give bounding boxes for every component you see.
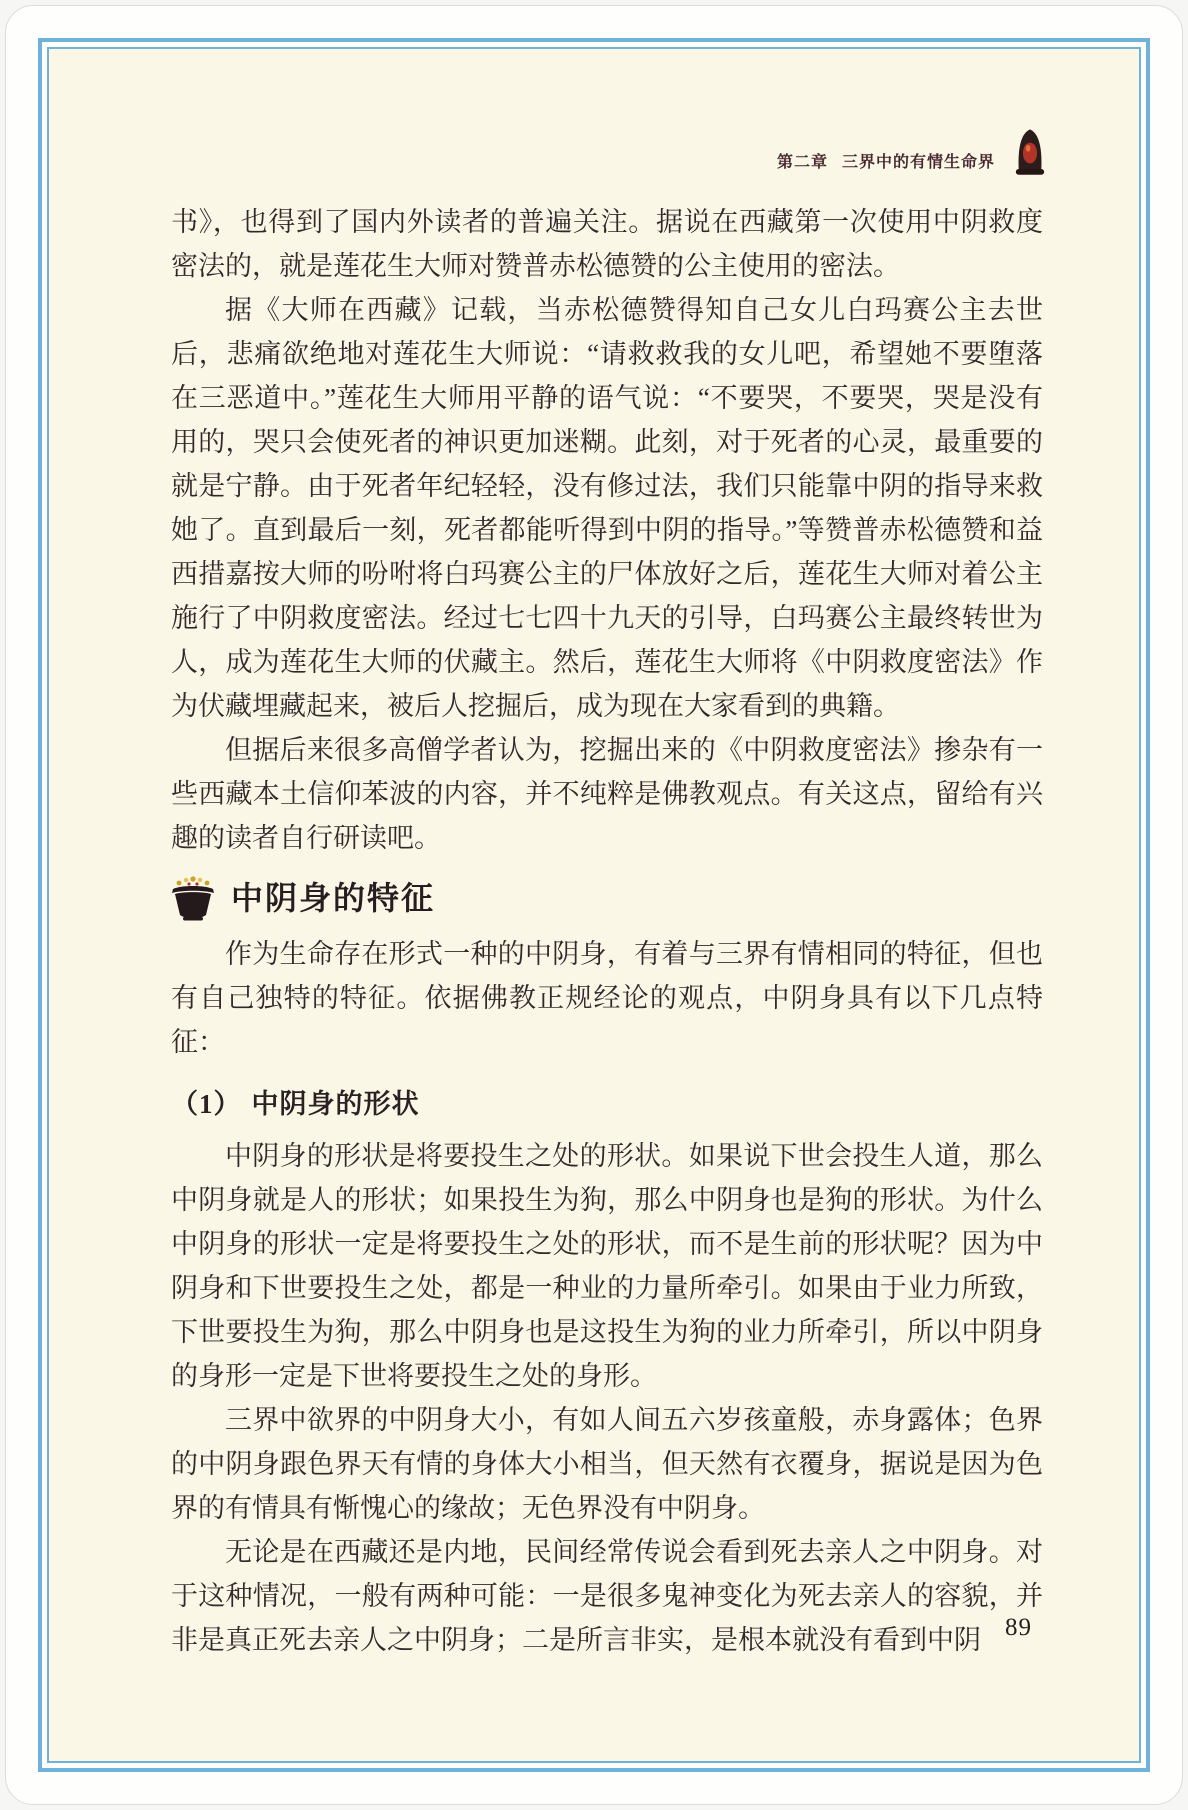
paragraph-intro: 作为生命存在形式一种的中阴身，有着与三界有情相同的特征，但也有自己独特的特征。依据佛教正规经论的观点，中阴身具有以下几点特征： [171,939,1043,1057]
running-head [777,124,1047,182]
chapter-title: 三界中的有情生命界 [841,153,995,171]
paragraph-shape: 中阴身的形状是将要投生之处的形状。如果说下世会投生人道，那么中阴身就是人的形状；如果投生为狗，那么中阴身也是狗的形状。为什么中阴身的形状一定是将要投生之处的形状，而不是生前的形状呢？因为中阴身和下世要投生之处，都是一种业的力量所牵引。如果由于业力所致，下世要投生为狗，那么中阴身也是这投生为狗的业力所牵引，所以中阴身的身形一定是下世将要投生之处的身形。 [171,1141,1043,1391]
paragraph-continuation: 书》，也得到了国内外读者的普遍关注。据说在西藏第一次使用中阴救度密法的，就是莲花生大师对赞普赤松德赞的公主使用的密法。 [171,207,1043,281]
section-heading [169,874,1043,922]
subsection-label: （1） [171,1089,242,1119]
page-number: 89 [1005,1614,1032,1641]
paragraph-folk: 无论是在西藏还是内地，民间经常传说会看到死去亲人之中阴身。对于这种情况，一般有两种可能：一是很多鬼神变化为死去亲人的容貌，并非是真正死去亲人之中阴身；二是所言非实，是根本就没有看到中阴 [171,1537,1043,1655]
paragraph-size: 三界中欲界的中阴身大小，有如人间五六岁孩童般，赤身露体；色界的中阴身跟色界天有情的身体大小相当，但天然有衣覆身，据说是因为色界的有情具有惭愧心的缘故；无色界没有中阴身。 [171,1405,1043,1523]
paragraph-comment: 但据后来很多高僧学者认为，挖掘出来的《中阴救度密法》掺杂有一些西藏本土信仰苯波的内容，并不纯粹是佛教观点。有关这点，留给有兴趣的读者自行研读吧。 [171,735,1043,853]
page-card [5,5,1183,1805]
subsection-title: 中阴身的形状 [251,1089,420,1119]
buddha-figurine-icon [1013,126,1047,180]
page-body [171,200,1043,1662]
paragraph-story: 据《大师在西藏》记载，当赤松德赞得知自己女儿白玛赛公主去世后，悲痛欲绝地对莲花生大师说：“请救救我的女儿吧，希望她不要堕落在三恶道中。”莲花生大师用平静的语气说：“不要哭，不要哭，哭是没有用的，哭只会使死者的神识更加迷糊。此刻，对于死者的心灵，最重要的就是宁静。由于死者年纪轻轻，没有修过法，我们只能靠中阴的指导来救她了。直到最后一刻，死者都能听得到中阴的指导。”等赞普赤松德赞和益西措嘉按大师的吩咐将白玛赛公主的尸体放好之后，莲花生大师对着公主施行了中阴救度密法。经过七七四十九天的引导，白玛赛公主最终转世为人，成为莲花生大师的伏藏主。然后，莲花生大师将《中阴救度密法》作为伏藏埋藏起来，被后人挖掘后，成为现在大家看到的典籍。 [171,295,1043,721]
section-title: 中阴身的特征 [231,880,436,916]
subsection-heading [171,1084,1043,1124]
treasure-bowl-icon [169,875,217,921]
chapter-number: 第二章 [776,153,828,171]
running-head-text [777,135,995,172]
